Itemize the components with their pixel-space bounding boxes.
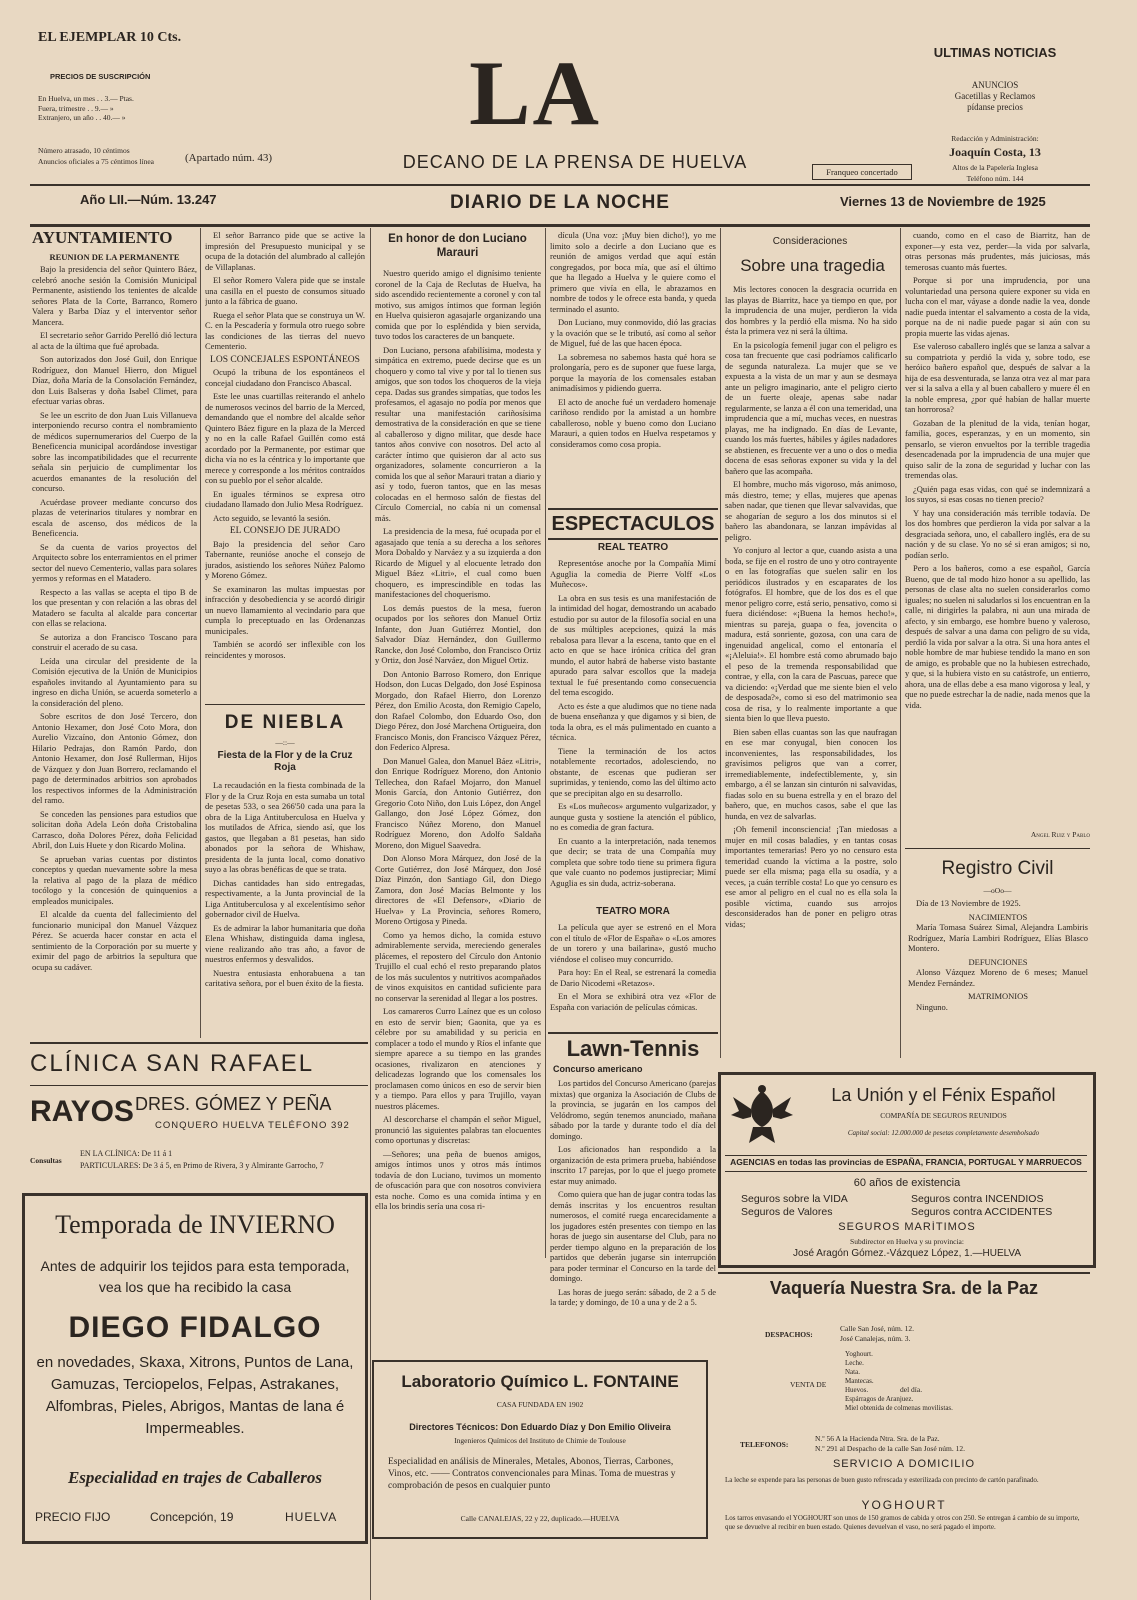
bar-rule (30, 224, 1090, 227)
top-rule (30, 184, 1090, 186)
telefono-line: N.º 56 A la Hacienda Ntra. Sra. de la Paz. (815, 1434, 940, 1443)
telefono-label: Teléfono núm. 144 (966, 174, 1024, 183)
clinica-rule-top (30, 1042, 368, 1044)
paragraph: El hombre, mucho más vigoroso, más animoso, más diestro, teme; y ellas, mujeres que apenas saben nadar, que tienen que llevar salvavidas, que se ahogarían de seguro a los dos minutos si el bañero las abandonara, se lanzan impávidas al peligro. (725, 479, 897, 542)
clinica-rule-mid (30, 1085, 368, 1086)
paragraph: Ese valeroso caballero inglés que se lanza a salvar a su compatriota y perdió la vida y, sobre todo, ese heróico bañero español que, después de salvar a la hija de esa desventurada, se lanza otra vez al mar para ver si la salva a ella y al buen caballero y muere él en la noble empresa, ¿por qué habían de hallar muerte tan horrorosa? (905, 341, 1090, 414)
paragraph: Gozaban de la plenitud de la vida, tenían hogar, familia, goces, esperanzas, y en un momento, sin pensarlo, se vieron envueltos por la terrible tragedia desencadenada por la imprudencia de una mujer que quiso salir de la zona de seguridad y luchar con las tremendas olas. (905, 417, 1090, 480)
niebla-rule (205, 704, 365, 705)
lab-services: Especialidad en análisis de Minerales, Metales, Abonos, Tierras, Carbones, Vinos, etc. —— Contratos convencionales para Minas. Toma de muestras y comprobación de pesos en cualquier punto (388, 1457, 676, 1491)
lab-directores: Directores Técnicos: Don Eduardo Díaz y Don Emilio Oliveira (409, 1422, 671, 1432)
jurado-heading: EL CONSEJO DE JURADO (229, 526, 341, 536)
paragraph: cuando, como en el caso de Biarritz, han de exponer—y esta vez, perder—la vida por salvarla, otras personas más prudentes, más juiciosas, más temerosas cuanto más fuertes. (905, 230, 1090, 272)
marauri-heading: En honor de don Luciano Marauri (388, 233, 527, 259)
matrimonios-list: Ninguno. (916, 1001, 948, 1012)
doctors-name: DRES. GÓMEZ Y PEÑA (135, 1094, 332, 1114)
issue-date: Viernes 13 de Noviembre de 1925 (840, 194, 1046, 209)
union-anos: 60 años de existencia (853, 1177, 961, 1189)
altos-label: Altos de la Papelería Inglesa (952, 163, 1038, 172)
paragraph: En el Mora se exhibirá otra vez «Flor de España con variación de películas cómicas. (550, 991, 716, 1012)
paragraph: Los camareros Curro Laínez que es un coloso en esto de servir bien; Gaonita, que ya es célebre por su amabilidad y su pericia en complacer a todo el mundo y Ríos el infante que siempre aparece a su tiempo en las grandes ocasiones, rivalizaron en atenciones y delicadezas logrando que los comensales los proclamasen como únicos en eso de servir bien y a tiempo. Para ellos y para Trujillo, vayan nuestros plácemes. (375, 1006, 541, 1111)
paragraph: Se lee un escrito de don Juan Luis Villanueva interponiendo recurso contra el nombramiento de médicos supernumerarios del Cuerpo de la Beneficencia municipal acordándose investigar sobre las incompatibilidades que el recurrente señala sin perjuicio de cumplimentar los acuerdos emanantes de la resolución del concurso. (32, 409, 197, 493)
paragraph: También se acordó ser inflexible con los reincidentes y morosos. (205, 639, 365, 660)
col-rule (900, 228, 901, 1058)
telefonos-list (815, 1434, 1085, 1456)
col6-body (905, 230, 1090, 830)
venta-item: Huevos. (845, 1386, 869, 1394)
antes-text: Antes de adquirir los tejidos para esta temporada, vea los que ha recibido la casa (40, 1258, 350, 1295)
paragraph: Bajo la presidencia del señor Caro Tabernante, reunióse anoche el consejo de jurados, asistiendo los señores Núñez Palomo y Moreno Gómez. (205, 538, 365, 580)
paragraph: Mis lectores conocen la desgracia ocurrida en las playas de Biarritz, hace ya tiempo en que, por la imprudencia de una mujer, perdieron la vida dos hombres y la perdió ella misma. No ha sido ésta la primera vez ni será la última. (725, 284, 897, 336)
paragraph: En cuanto a la interpretación, nada tenemos que decir; se trata de una Compañía muy completa que sobre todo tiene su primera figura que vale cuanto no podemos justipreciar; Mimí Aguglia es sin duda, actriz-soberana. (550, 835, 716, 888)
seguros-incendios: Seguros contra INCENDIOS (911, 1193, 1044, 1205)
anuncios-line: Gacetillas y Reclamos (954, 91, 1036, 101)
union-compania: COMPAÑÍA DE SEGUROS REUNIDOS (880, 1111, 1007, 1120)
paragraph: Bajo la presidencia del señor Quintero Báez, celebró anoche sesión la Comisión Municipal Permanente, asistiendo los tenientes de alcalde señores Plata de la Corte, Barranco, Romero Valera y Barba Díaz y el interventor señor Mancera. (32, 264, 197, 327)
nacimientos-heading: NACIMIENTOS (968, 911, 1028, 922)
rayos-x: RAYOS (30, 1095, 134, 1128)
yoghourt-label: YOGHOURT (861, 1498, 947, 1512)
real-teatro-heading: REAL TEATRO (597, 542, 669, 553)
espontaneos-heading: LOS CONCEJALES ESPONTÁNEOS (210, 354, 360, 365)
subscription-title: PRECIOS DE SUSCRIPCIÓN (50, 72, 151, 81)
yoghourt-text: Los tarros envasando el YOGHOURT son unos de 150 gramos de cabida y otros con 250. Se entregan á cambio de su importe, que se devuelve al recibir en buen estado. Quienes devuelvan el vaso, no será pagado el importe. (725, 1514, 1080, 1531)
sub-line: En Huelva, un mes . . 3.— Ptas. (38, 94, 134, 103)
fidalgo-ad (22, 1193, 368, 1544)
consideraciones-label: Consideraciones (772, 236, 848, 247)
laboratorio-ad (372, 1360, 708, 1539)
paragraph: Ocupó la tribuna de los espontáneos el concejal ciudadano don Francisco Abascal. (205, 367, 365, 388)
aragon-line: José Aragón Gómez.-Vázquez López, 1.—HUELVA (792, 1248, 1022, 1259)
paragraph: Acto seguido, se levantó la sesión. (213, 512, 331, 523)
subdirector-label: Subdirector en Huelva y su provincia: (850, 1237, 964, 1246)
paragraph: Se autoriza a don Francisco Toscano para construir el acerado de su casa. (32, 631, 197, 652)
franqueo-box: Franqueo concertado (812, 164, 912, 180)
venta-item: Yoghourt. (845, 1350, 873, 1358)
novedades-text: en novedades, Skaxa, Xitrons, Puntos de Lana, Gamuzas, Terciopelos, Felpas, Astrakanes, Alfombras, Pieles, Abrigos, Mantas de lana é Impermeables. (36, 1354, 354, 1437)
paragraph: dícula (Una voz: ¡Muy bien dicho!), yo me limito solo a decirle a don Luciano que es reunión de amigos verdad que aquí están congregados, por boca mía, que así el último que ha llegado a Huelva y le quiere como el primero que vivía en ella, le abrazamos en nombre de todos y le ofrece esta banda, y queda terminado el asunto. (550, 230, 716, 314)
apartado: (Apartado núm. 43) (185, 152, 273, 164)
venta-item: Miel obtenida de colmenas movilistas. (845, 1404, 953, 1412)
union-agencias: AGENCIAS en todas las provincias de ESPAÑA, FRANCIA, PORTUGAL Y MARRUECOS (725, 1155, 1087, 1172)
paragraph: Don Antonio Barroso Romero, don Enrique Hodson, don Lucas Delgado, don José Espinosa Morgado, don Rafael Hierro, don Lorenzo Pérez, don Emilio Acosta, don Remigio Capelo, don Rafael Colombo, don Eduardo Oso, don Diego Pérez, don José Marchena Ortigueira, don Francisco Monis, don Francisco Vázquez Pérez, don Federico Alpresa. (375, 668, 541, 752)
diario-label: DIARIO DE LA NOCHE (450, 192, 670, 213)
paragraph: Nuestro querido amigo el dignísimo teniente coronel de la Caja de Reclutas de Huelva, ha sido ascendido recientemente a coronel y con tal motivo, sus amigos íntimos que forman legión en Huelva quisieron agasajarle organizando una comida que por lo espléndida y bien servida, tuvo todos los caracteres de un banquete. (375, 268, 541, 341)
conquero-line: CONQUERO HUELVA TELÉFONO 392 (155, 1120, 350, 1131)
paragraph: Porque si por una imprudencia, por una voluntariedad una persona quiere exponer su vida en lucha con el mar, váyase a donde nadie la vea, donde nadie pueda intentar el salvamento a costa de la vida, porque na de ni nadie puede pagar si aún con su propia muerte las vidas ajenas. (905, 275, 1090, 338)
paragraph: Don Manuel Galea, don Manuel Báez «Litri», don Enrique Rodríguez Moreno, don Antonio Tellechea, don Rafael Mojarro, don Manuel Monis García, don Antonio Gutiérrez, don Gregorio Coto Niño, don Luis López, don Angel Gallango, don José López Gómez, don Francisco Núñez Moreno, don Manuel Rodríguez Moreno, don Adolfo Saldaña Moreno, don Miguel Saavedra. (375, 755, 541, 850)
col4-body (550, 230, 716, 500)
paragraph: Leída una circular del presidente de la Comisión ejecutiva de la Unión de Municipios españoles invitando al Ayuntamiento para su ingreso en dicha Unión, se acuerda someterlo a la consideración del pleno. (32, 655, 197, 708)
lab-ingenieros: Ingenieros Químicos del Instituto de Chimie de Toulouse (454, 1436, 626, 1445)
paragraph: Respecto a las vallas se acepta el tipo B de los que presentan y con relación a las obras del Matadero se faculta al alcalde para concertar con ellas se relaciona. (32, 586, 197, 628)
paragraph: La recaudación en la fiesta combinada de la Flor y de la Cruz Roja en esta sumaba un total de pesetas 533, o sea 266'50 cada una para la obra de la Liga Antituberculosa en Huelva y los mutilados de Africa, siendo así, que los gastos, que llegaban a 81 pesetas, han sido abonados por la señora de Whishaw, presidenta de la junta local, como donativo suyo a las obras benéficas de que se trata. (205, 780, 365, 874)
lab-title: Laboratorio Químico L. FONTAINE (401, 1372, 679, 1391)
venta-item: Leche. (845, 1359, 864, 1367)
ultimas-noticias: ULTIMAS NOTICIAS (933, 45, 1057, 60)
newspaper-title: LA (469, 42, 601, 144)
niebla-subheading: Fiesta de la Flor y de la Cruz Roja (217, 750, 353, 773)
col1-body (32, 250, 197, 1040)
col-rule (720, 228, 721, 1058)
paragraph: Es «Los muñecos» argumento vulgarizador, y aunque gusta y sostiene la atención el público, no es comedia de gran factura. (550, 801, 716, 832)
clinica-heading: CLÍNICA SAN RAFAEL (30, 1050, 315, 1077)
paragraph: Bien saben ellas cuantas son las que naufragan en ese mar conyugal, bien conocen los inconvenientes, las responsabilidades, los gravísimos peligros que van a correr, irremediablemente, indefectiblemente, y, sin embargo, a él se lanzan sin cinturón ni salvavidas, fiadas solo en su buena estrella y en el brazo del bañero, que, en muchos casos, sabe el que las hunda, en vez de salvarlas. (725, 726, 897, 821)
paragraph: Como ya hemos dicho, la comida estuvo admirablemente servida, mereciendo generales plácemes, el repostero del Círculo don Antonio Trujillo el cual echó el resto preparando platos de los más suculentos y nutritivos acompañados de vinos exquisitos en cantidad suficiente para no conservar la serenidad al llegar a los postres. (375, 929, 541, 1003)
lab-address: Calle CANALEJAS, 22 y 22, duplicado.—HUELVA (460, 1514, 620, 1523)
tragedia-heading: Sobre una tragedia (740, 256, 885, 275)
paragraph: Pero a los bañeros, como a ese español, García Bueno, que de tal modo hizo honor a su apellido, las personas de clase alta no suelen considerarlos como iguales; no suelen ni saludarlos si los encuentran en la calle, ni dirigirles la palabra, ni aun una mirada de afecto, y sin embargo, ese hombre bueno y valeroso, después de salvar a una dama con peligro de su vida, perdió la vida por salvar a la otra. Si una hora antes el noble hombre de mar hubiese tendido la mano en son de amigo, es probable que no la hubiesen estrechado, y que, si la hubiera visto en su catástrofe, un entierro, ahora, una de ellas debe a esa mano vigorosa y leal, y que no puede estrechar la de nadie, nada menos que la vida. (905, 563, 1090, 710)
union-fenix-ad (718, 1072, 1096, 1268)
sub-line: Fuera, trimestre . . 9.— » (38, 103, 114, 113)
paragraph: La sobremesa no sabemos hasta qué hora se prolongaría, pero es de suponer que fuese larga, porque la mayoría de los comensales estaban animadísimos y pidiendo guerra. (550, 351, 716, 393)
paragraph: Ruega el señor Plata que se construya un W. C. en la Pescadería y formula otro ruego sobre las condiciones de las tierras del nuevo Cementerio. (205, 309, 365, 351)
despacho-line: Calle San José, núm. 12. (840, 1324, 914, 1333)
paragraph: Acuérdase proveer mediante concurso dos plazas de veterinarios titulares y nombrar en escala de ascenso, dos médicos de la Beneficencia. (32, 496, 197, 538)
concepcion-address: Concepción, 19 (150, 1510, 234, 1524)
col2-body (205, 230, 365, 700)
col-rule (545, 228, 546, 1258)
paragraph: Se examinaron las multas impuestas por infracción y desobediencia y se acordó dirigir un nuevo llamamiento al vecindario para que cumpla lo preceptuado en las Ordenanzas municipales. (205, 583, 365, 636)
defunciones-list: Alonso Vázquez Moreno de 6 meses; Manuel Mendez Fernández. (908, 967, 1088, 988)
particulares-hours: PARTICULARES: De 3 á 5, en Primo de Rivera, 3 y Almirante Garrocho, 7 (80, 1161, 324, 1170)
vaqueria-rule (718, 1272, 1090, 1274)
clinica-hours: EN LA CLÍNICA: De 11 á 1 (80, 1149, 173, 1158)
venta-item: Espárragos de Aranjuez. (845, 1395, 914, 1403)
lab-fundada: CASA FUNDADA EN 1902 (496, 1400, 584, 1409)
paragraph: Se conceden las pensiones para estudios que solicitan doña Adela León doña Cristobalina Carrasco, doña Dolores Pérez, doña Felicidad Abril, don Luis Huete y don Ricardo Molina. (32, 808, 197, 850)
venta-label: VENTA DE (790, 1380, 827, 1389)
precio-fijo: PRECIO FIJO (35, 1510, 111, 1524)
defunciones-heading: DEFUNCIONES (968, 956, 1028, 967)
author-signature: Angel Ruiz y Pablo (1030, 830, 1090, 839)
back-issue-price: Número atrasado, 10 céntimos (38, 146, 130, 155)
marauri-text (375, 268, 541, 1338)
mora-text (550, 922, 716, 1027)
niebla-separator: —::— (275, 738, 295, 747)
fidalgo-name: DIEGO FIDALGO (68, 1311, 322, 1344)
redaccion-label: Redacción y Administración: (951, 134, 1039, 143)
seguros-accidentes: Seguros contra ACCIDENTES (911, 1206, 1053, 1218)
union-capital: Capital social: 12.000.000 de pesetas completamente desembolsado (847, 1129, 1040, 1137)
paragraph: El señor Barranco pide que se active la impresión del Presupuesto municipal y se ocupa de la dotación del alumbrado al callejón de Villaplanas. (205, 230, 365, 272)
paragraph: La presidencia de la mesa, fué ocupada por el agasajado que tenía a su derecha a los señores Mora Dobaldo y Narváez y a su izquierda a don Ricardo de Miguel y al elocuente letrado don Miguel Báez «Litri», el cual como buen choquero, es imprescindible en todas las manifestaciones del choquerismo. (375, 526, 541, 599)
paragraph: Acto es éste a que aludimos que no tiene nada de buena enseñanza y que digamos y si bien, de toda la obra, es el más pulimentado en cuanto a técnica. (550, 700, 716, 742)
matrimonios-heading: MATRIMONIOS (968, 991, 1028, 1001)
paragraph: Los aficionados han respondido a la organización de esta primera prueba, habiéndose inscrito 17 parejas, por lo que el juego promete estar muy animado. (550, 1144, 716, 1186)
paragraph: Sobre escritos de don José Tercero, don Antonio Hexamer, don José Coto Mora, don Aurelio Vizcaíno, don Antonio Gómez, don Hilario Pedrajas, don Ramón Pardo, don Antonio Hexamer, don José Rullerman, Hijos de Vázquez y don Juan Borrero, reclamando el pago de determinados arbitrios son aprobados los respectivos informes de la Administración del ramo. (32, 711, 197, 805)
registro-rule (905, 848, 1090, 849)
paragraph: Se aprueban varias cuentas por distintos conceptos y quedan nuevamente sobre la mesa la relativa al pago de la plaza de médico tocólogo y la concesión de quinquenios a empleados municipales. (32, 853, 197, 906)
permanente-subheading: REUNION DE LA PERMANENTE (49, 252, 180, 262)
del-dia: del día. (900, 1385, 923, 1394)
lawn-text (550, 1078, 716, 1346)
ayuntamiento-text (32, 264, 197, 972)
ad-rates: Anuncios oficiales a 75 céntimos línea (38, 157, 155, 166)
paragraph: Don Alonso Mora Márquez, don José de la Corte Gutiérrez, don José Márquez, don José Díaz Pinzón, don Santiago Gil, don Diego Zamora, don José Macías Belmonte y los directores de «El Defensor», «Diario de Huelva» y La Provincia, señores Romero, Moreno Ortigosa y Pineda. (375, 853, 541, 926)
col-rule (370, 228, 371, 1600)
paragraph: ¡Oh femenil inconsciencia! ¡Tan miedosas a mujer en mil cosas baladíes, y en tantas cosas importantes temerarias! Pero yo no censuro esta temeridad cuando la víctima a la postre, solo puede ser ella misma; paga ella su osadía, y a veces, ¡a cuán terrible costa! Lo que yo censuro es ese amor al peligro en el cual no es ella sola la posible víctima, cuando sus arrojos desconsiderados han de poner en peligro otras vidas; (725, 824, 897, 929)
tragedia-text (725, 284, 897, 1059)
teatro-mora-heading: TEATRO MORA (596, 906, 670, 917)
lawn-tennis-heading: Lawn-Tennis (548, 1032, 718, 1064)
paragraph: Don Luciano, muy conmovido, dió las gracias y la ovación que se le tributó, así como al señor de Miguel, fué de las que hacen época. (550, 317, 716, 348)
paragraph: Los demás puestos de la mesa, fueron ocupados por los señores don Manuel Ortiz Infante, don Juan Gutiérrez Montiel, don Salvador Díaz Hernández, don Guillermo Rancke, don José Colombo, don Francisco Ortiz y Ortiz, don José Narváez, don Miguel Ortiz. (375, 602, 541, 665)
col-rule (200, 228, 201, 1038)
paragraph: Nuestra entusiasta enhorabuena a tan caritativa señora, por el buen éxito de la fiesta. (205, 967, 365, 988)
registro-date: Día de 13 Noviembre de 1925. (916, 898, 1021, 908)
paragraph: Se da cuenta de varios proyectos del Arquitecto sobre los enterramientos en el primer sector del nuevo Cementerio, vallas para solares yermos y reformas en el Matadero. (32, 541, 197, 583)
paragraph: Al descorcharse el champán el señor Miguel, pronunció las siguientes palabras tan elocuentes como oportunas y discretas: (375, 1114, 541, 1145)
issue-number: Año LII.—Núm. 13.247 (80, 192, 217, 207)
niebla-heading: DE NIEBLA (224, 712, 346, 733)
ayuntamiento-heading: AYUNTAMIENTO (32, 228, 173, 247)
paragraph: Dichas cantidades han sido entregadas, respectivamente, a la Junta provincial de la Liga Antituberculosa y al excelentísimo señor gobernador civil de Huelva. (205, 877, 365, 919)
temporada-heading: Temporada de INVIERNO (55, 1210, 335, 1239)
phoenix-emblem-icon (729, 1083, 795, 1147)
nacimientos-list: María Tomasa Suárez Simal, Alejandra Lambiris Rodríguez, María Lambiri Rodríguez, Elías Blasco Montero. (908, 922, 1088, 953)
huelva-city: HUELVA (285, 1510, 338, 1524)
paragraph: El señor Romero Valera pide que se instale una casilla en el puesto de consumos situado junto a la fábrica de guano. (205, 275, 365, 306)
telefono-line: N.º 291 al Despacho de la calle San José núm. 12. (815, 1443, 965, 1453)
paragraph: En la psicología femenil jugar con el peligro es cosa tan frecuente que casi podríamos calificarlo de segunda naturaleza. La mujer que se ve expuesta a la vista de un mar y aun se desmaya ante un peligro imaginario, ante el peligro cierto de un fuerte oleaje, apenas sabe nadar regularmente, se lanza a él con una temeridad, una imprudencia que a mí, muchas veces, en nuestras playas, me ha indignado. En días de Levante, cuando los más fuertes, hábiles y ágiles nadadores se abstienen, es frecuente ver a uno o dos o media docena de esas señoras exponer su vida y la del bañero que las acompaña. (725, 339, 897, 476)
paragraph: En iguales términos se expresa otro ciudadano llamado don Julio Mesa Rodríguez. (205, 488, 365, 509)
paragraph: Tiene la terminación de los actos notablemente recortados, adolesciendo, no obstante, de escenas que pudieran ser suprimidas, y teniendo, como las del último acto que se precipitan algo en su desarrollo. (550, 745, 716, 798)
venta-list (845, 1350, 1045, 1422)
paragraph: Don Luciano, persona afabilísima, modesta y simpática en extremo, puede decirse que es un choquero y como tal vive y por tal lo tienen sus amigos, que son todos los choqueros de la vieja cepa. Dadas sus grandes simpatías, que todos les profesamos, el agasajo no podía por menos que resultar una manifestación cariñosísima demostrativa de la consideración en que se tiene al caballeroso y digno militar, que desde hace tantos años convive con nosotros. Del acto al carácter íntimo que quisieron dar al acto sus organizadores, solamente concurrieron a la comida los que al señor Marauri tratan a diario y así y todo, fueron tantos, que en las mesas colocadas en el hermoso salón de fiestas del Círculo Comercial, no cabía ni un comensal más. (375, 344, 541, 523)
paragraph: Y hay una consideración más terrible todavía. De los dos hombres que perdieron la vida por salvar a la desgraciada señora, uno, el caballero inglés, era de su nación y de su clase. Yo no sé si eran amigos; si no, podían serlo. (905, 507, 1090, 560)
niebla-text (205, 780, 365, 1040)
paragraph: Yo conjuro al lector a que, cuando asista a una boda, se fije en el rostro de uno y otro contrayente o en las fotografías que suelen salir en los periódicos ilustrados y en escaparates de los fotógrafos. El hombre, que de los dos es el que menor peligro corre, está serio, pensativo, como si fuera diciéndose: «¡Buena la hemos hecho!», mientras su pareja, guapa o fea, jovencita o madura, está sonriente, gozosa, con una cara de ingenuidad angelical, como el entonaría el «¡Aleluia!». El hombre está como abrumado bajo el peso de la tremenda responsabilidad que contrae, y ella, con la cara de Pascuas, parece que va diciendo: «¡Verdad que me siente bien el velo de desposada?», como si eso del matrimonio sea cosa de risa, y lo realmente importante a que sienta bien lo que lleva puesto. (725, 545, 897, 723)
paragraph: Es de admirar la labor humanitaria que doña Elena Whishaw, distinguida dama inglesa, viene realizando año tras año, a favor de nuestros enfermos y desvalidos. (205, 922, 365, 964)
anuncios-block (920, 80, 1070, 120)
anuncios-line: pídanse precios (967, 102, 1023, 112)
venta-item: Mantecas. (845, 1377, 874, 1385)
seguros-valores: Seguros de Valores (741, 1206, 833, 1218)
paragraph: Para hoy: En el Real, se estrenará la comedia de Dario Nicodemi «Retazos». (550, 967, 716, 988)
venta-item: Nata. (845, 1368, 860, 1376)
especialidad-text: Especialidad en trajes de Caballeros (67, 1468, 323, 1487)
newspaper-subtitle: DECANO DE LA PRENSA DE HUELVA (402, 152, 748, 172)
paragraph: Son autorizados don José Guil, don Enrique Rodríguez, don Manuel Hierro, don Miguel Díaz, doña María de la Consolación Fernández, don Luis Balseras y doña Isabel Climet, para efectuar varias obras. (32, 354, 197, 406)
servicio-domicilio: SERVICIO A DOMICILIO (832, 1458, 976, 1470)
address: Joaquín Costa, 13 (949, 145, 1041, 159)
price-label: EL EJEMPLAR 10 Cts. (38, 30, 182, 45)
teatro-text (550, 558, 716, 903)
paragraph: Este lee unas cuartillas reiterando el anhelo de numerosos vecinos del barrio de la Merced, demandando que el nombre del alcalde señor Quintero Báez figure en la plaza de la Merced y no en la calle Rafael Guillén como está acordado por la Permanente, por estimar que dicha vía no es la céntrica y lo importante que merece y corresponde a los méritos contraídos con su pueblo por el señor alcalde. (205, 391, 365, 485)
sub-line: Extranjero, un año . . 40.— » (38, 113, 126, 122)
paragraph: La película que ayer se estrenó en el Mora con el título de «Flor de España» o «Los amores de un torero y una bailarina», gustó mucho viéndose el coliseo muy concurrido. (550, 922, 716, 964)
seguros-maritimos: SEGUROS MARÍTIMOS (838, 1221, 976, 1233)
paragraph: Representóse anoche por la Compañía Mimí Aguglia la comedia de Pierre Volff «Los Muñecos». (550, 558, 716, 589)
vaqueria-title: Vaquería Nuestra Sra. de la Paz (769, 1278, 1039, 1298)
registro-text (908, 898, 1088, 1058)
paragraph: La obra en sus tesis es una manifestación de la intimidad del hogar, demostrando un acabado estudio por su autor de la filosofía social en una de sus múltiples acepciones, quizá la más rebalosa para llevar a la escena, tanto que en el acto en que se hace irónica crítica del gran mundo, el autor habrá de haberse visto bastante apurado para salvar escollos que la madeja textual le fué presentando como consecuencia del tema escogido. (550, 592, 716, 697)
leche-text: La leche se expende para las personas de buen gusto refrescada y esterilizada con precinto de cartón parafinado. (725, 1476, 1039, 1484)
concurso-subheading: Concurso americano (553, 1064, 643, 1074)
paragraph: Las horas de juego serán: sábado, de 2 a 5 de la tarde; y domingo, de 10 a una y de 2 a 5. (550, 1286, 716, 1307)
subscription-list (38, 94, 188, 134)
espectaculos-heading: ESPECTACULOS (548, 508, 718, 540)
consultas-label: Consultas (30, 1156, 62, 1165)
seguros-vida: Seguros sobre la VIDA (741, 1193, 848, 1205)
paragraph: Como quiera que han de jugar contra todas las demás inscritas y los encuentros resultan numerosos, el comité ruega encarecidamente a los jugadores estén presentes con tiempo en las horas de juego sin ausentarse del Club, para no perder tiempo alguno en la preparación de los partidos que deberán jugarse sin interrupción para poder terminar el Concurso en la tarde del domingo. (550, 1189, 716, 1283)
paragraph: ¿Quién paga esas vidas, con qué se indemnizará a los suyos, si esas cosas no tienen precio? (905, 483, 1090, 504)
anuncios-line: ANUNCIOS (971, 80, 1019, 90)
paragraph: Los partidos del Concurso Americano (parejas mixtas) que organiza la Asociación de Clubs de la provincia, se jugarán en los campos del Velódromo, según tenemos anunciado, mañana sábado por la tarde y durante todo el día del domingo. (550, 1078, 716, 1141)
telefonos-label: TELEFONOS: (740, 1440, 789, 1449)
despachos-list (840, 1324, 990, 1346)
paragraph: El acto de anoche fué un verdadero homenaje cariñoso rendido por la amistad a un hombre caballeroso, noble y bueno como don Luciano Marauri, a quien todos en Huelva respetamos y consideramos como cosa propia. (550, 396, 716, 449)
union-title: La Unión y el Fénix Español (831, 1085, 1056, 1105)
registro-heading: Registro Civil (941, 858, 1054, 879)
paragraph: El alcalde da cuenta del fallecimiento del funcionario municipal don Manuel Vázquez Pérez. Se acuerda hacer constar en acta el sentimiento de la Corporación por su muerte y eximir del pago de arbitrios la sepultura que ocupa su cadáver. (32, 909, 197, 972)
paragraph: El secretario señor Garrido Perelló dió lectura al acta de la última que fué aprobada. (32, 330, 197, 351)
registro-separator: —oOo— (983, 886, 1012, 895)
despacho-line: José Canalejas, núm. 3. (840, 1333, 911, 1343)
despachos-label: DESPACHOS: (765, 1330, 813, 1339)
paragraph: —Señores; una peña de buenos amigos, amigos íntimos unos y otros más íntimos todavía de don Luciano, tuvimos un momento de ofuscación para que con nosotros conviviera esta noche. Como es una comida íntima y en ella los brindis sería una cosa ri- (375, 1148, 541, 1211)
